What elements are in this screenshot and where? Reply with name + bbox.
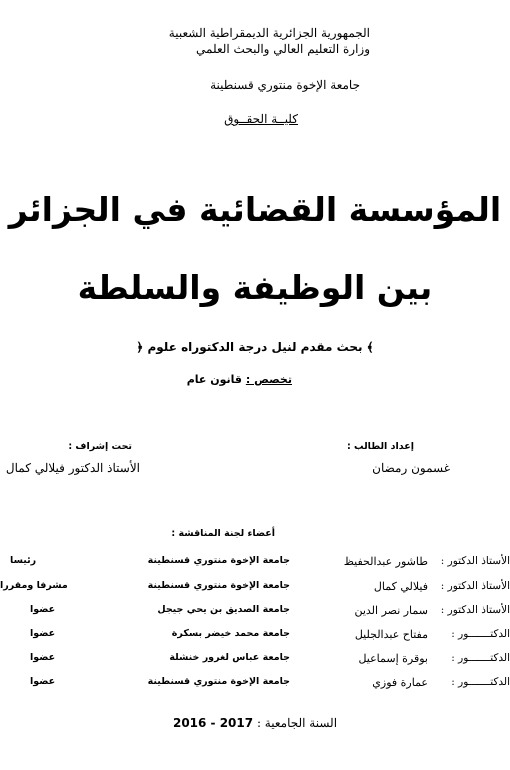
jury-role: عضوا bbox=[30, 604, 56, 615]
jury-title: الدكتـــــــور : bbox=[451, 628, 510, 640]
jury-row bbox=[0, 676, 510, 694]
specialty bbox=[187, 373, 292, 386]
jury-university: جامعة الصديق بن يحي جيجل bbox=[157, 604, 290, 615]
thesis-note: ﴾ بحث مقدم لنيل درجة الدكتوراه علوم ﴿ bbox=[136, 340, 374, 354]
jury-name: مفتاح عبدالجليل bbox=[354, 628, 428, 641]
jury-name: طاشور عبدالحفيظ bbox=[343, 555, 428, 568]
jury-name: عمارة فوزي bbox=[372, 676, 428, 689]
student-label: إعداد الطالب : bbox=[346, 441, 414, 452]
jury-role: عضوا bbox=[30, 628, 56, 639]
jury-title: الأستاذ الدكتور : bbox=[440, 555, 510, 567]
jury-row bbox=[0, 580, 510, 598]
student-name: غسمون رمضان bbox=[372, 461, 450, 475]
jury-title: الأستاذ الدكتور : bbox=[440, 604, 510, 616]
jury-role: رئيسا bbox=[10, 555, 37, 566]
jury-role: عضوا bbox=[30, 676, 56, 687]
ministry-line: وزارة التعليم العالي والبحث العلمي bbox=[196, 42, 370, 56]
jury-name: بوقرة إسماعيل bbox=[358, 652, 428, 665]
jury-university: جامعة الإخوة منتوري قسنطينة bbox=[147, 676, 290, 687]
jury-title: الأستاذ الدكتور : bbox=[440, 580, 510, 592]
republic-line: الجمهورية الجزائرية الديمقراطية الشعبية bbox=[168, 26, 370, 40]
specialty-value: قانون عام bbox=[186, 373, 243, 386]
academic-year-value: 2016 - 2017 bbox=[172, 716, 254, 730]
jury-university: جامعة محمد خيضر بسكرة bbox=[171, 628, 290, 639]
jury-row bbox=[0, 555, 510, 573]
specialty-label: تخصص : bbox=[245, 373, 292, 386]
supervisor-name: الأستاذ الدكتور فيلالي كمال bbox=[5, 461, 140, 475]
jury-row bbox=[0, 604, 510, 622]
faculty-line: كليــة الحقــوق bbox=[224, 112, 298, 126]
supervisor-label: تحت إشراف : bbox=[68, 441, 132, 452]
jury-name: فيلالي كمال bbox=[373, 580, 428, 593]
jury-row bbox=[0, 652, 510, 670]
academic-year-label: السنة الجامعية : bbox=[256, 716, 338, 730]
thesis-title-line2: بين الوظيفة والسلطة bbox=[77, 268, 433, 307]
jury-row bbox=[0, 628, 510, 646]
jury-heading: أعضاء لجنة المناقشة : bbox=[171, 528, 275, 539]
thesis-title-line1: المؤسسة القضائية في الجزائر bbox=[8, 190, 502, 229]
jury-title: الدكتـــــــور : bbox=[451, 676, 510, 688]
academic-year bbox=[0, 716, 510, 730]
jury-university: جامعة الإخوة منتوري قسنطينة bbox=[147, 580, 290, 591]
university-line: جامعة الإخوة منتوري قسنطينة bbox=[210, 78, 360, 92]
jury-university: جامعة عباس لغرور خنشلة bbox=[169, 652, 290, 663]
jury-university: جامعة الإخوة منتوري قسنطينة bbox=[147, 555, 290, 566]
jury-title: الدكتـــــــور : bbox=[451, 652, 510, 664]
jury-role: مشرفا ومقررا bbox=[0, 580, 68, 591]
jury-name: سمار نصر الدين bbox=[354, 604, 428, 617]
jury-role: عضوا bbox=[30, 652, 56, 663]
